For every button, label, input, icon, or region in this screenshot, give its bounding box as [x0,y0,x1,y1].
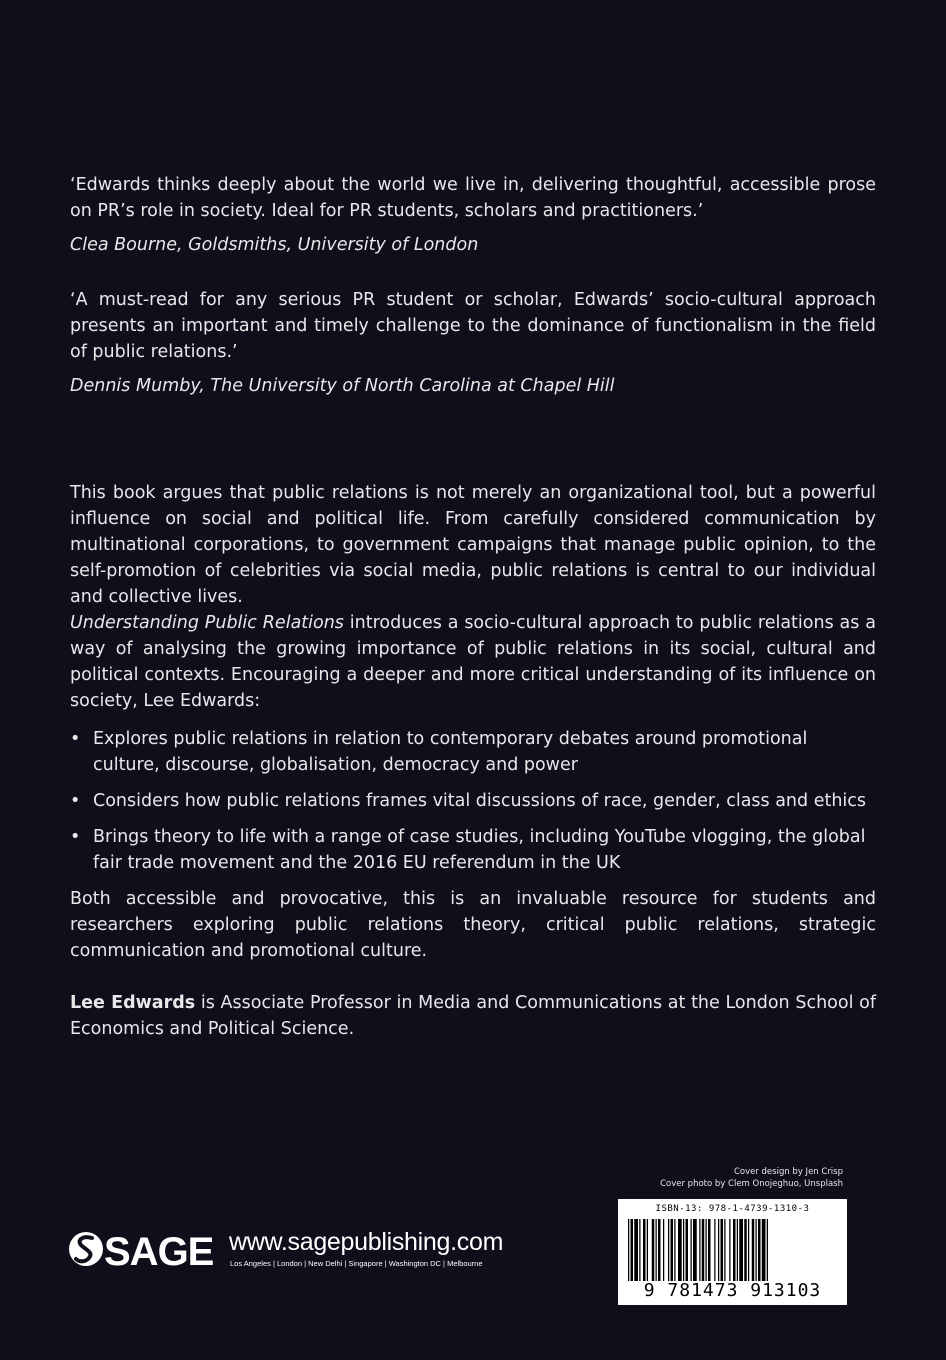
barcode-bar [767,1219,768,1281]
barcode-bar [737,1219,738,1281]
review-quote: ‘Edwards thinks deeply about the world we live in, delivering thoughtful, accessible prose on PR’s role in society. Ideal for PR students, scholars and practitioners.’ [70,175,876,221]
barcode-bar [683,1219,684,1281]
review-quote: ‘A must-read for any serious PR student or scholar, Edwards’ socio-cultural approach presents an important and timely challenge to the dominance of functionalism in the field of public relations.’ [70,290,876,362]
bullet-icon: • [70,827,81,847]
logo-text: SAGE [104,1230,214,1273]
description-paragraph: Both accessible and provocative, this is an invaluable resource for students and researchers exploring public relations theory, critical public relations, strategic communication and promotional culture. [70,889,876,961]
barcode-bar [678,1219,682,1281]
barcode-bar [634,1219,638,1281]
barcode-number: 9 781473 913103 [643,1280,822,1301]
barcode-bar [699,1219,700,1281]
author-name: Lee Edwards [70,993,196,1013]
barcode-bar [706,1219,707,1281]
barcode [618,1199,847,1305]
bullet-icon: • [70,791,81,811]
design-credit: Cover design by Jen Crisp [733,1167,843,1177]
barcode-bar [671,1219,674,1281]
sage-logo-icon [68,1227,224,1273]
barcode-bar [647,1219,648,1281]
barcode-bar [752,1219,755,1281]
review-attribution: Clea Bourne, Goldsmiths, University of London [70,235,479,255]
publisher-cities: Los Angeles | London | New Delhi | Singapore | Washington DC | Melbourne [230,1259,483,1268]
barcode-bar [643,1219,646,1281]
description-paragraph: This book argues that public relations is not merely an organizational tool, but a powerful influence on social and political life. From carefully considered communication by multinational corporations, to government campaigns that manage public opinion, to the self-promotion of celebrities via social media, public relations is central to our individual and collective lives. [70,483,876,607]
barcode-bar [708,1219,711,1281]
barcode-bars [628,1219,837,1281]
list-item-text: Brings theory to life with a range of case studies, including YouTube vlogging, the global fair trade movement and the 2016 EU referendum in the UK [93,827,866,873]
barcode-bar [631,1219,634,1281]
description-paragraph [70,610,876,714]
barcode-bar [639,1219,640,1281]
list-item [70,788,876,814]
book-description [70,480,876,964]
sage-logo [68,1227,224,1277]
barcode-bar [718,1219,719,1281]
list-item-text: Explores public relations in relation to contemporary debates around promotional culture, discourse, globalisation, democracy and power [93,729,808,775]
feature-list [70,726,876,876]
quote-block-1 [70,172,876,258]
author-bio [70,990,876,1042]
barcode-bar [758,1219,761,1281]
publisher-url[interactable]: www.sagepublishing.com [229,1228,504,1256]
barcode-bar [739,1219,743,1281]
barcode-bar [721,1219,724,1281]
barcode-bar [686,1219,689,1281]
barcode-bar [668,1219,669,1281]
barcode-bar [658,1219,661,1281]
barcode-bar [691,1219,692,1281]
barcode-bar [628,1219,629,1281]
barcode-bar [748,1219,749,1281]
photo-credit: Cover photo by Clem Onojeghuo, Unsplash [660,1179,843,1189]
description-text: introduces a socio-cultural approach to public relations as a way of analysing the growing importance of public relations in its social, cultural and political contexts. Encouraging a deeper and more critical understanding of its influence on society, Lee Edwards: [70,613,876,711]
barcode-bar [714,1219,715,1281]
bullet-icon: • [70,729,81,749]
barcode-bar [674,1219,675,1281]
list-item-text: Considers how public relations frames vital discussions of race, gender, class and ethics [93,791,867,811]
cover-credits [660,1166,843,1190]
quote-block-2 [70,287,876,399]
barcode-bar [693,1219,697,1281]
author-bio-text: is Associate Professor in Media and Communications at the London School of Economics and Political Science. [70,993,876,1039]
list-item [70,726,876,778]
barcode-bar [702,1219,705,1281]
barcode-bar [762,1219,766,1281]
isbn-label: ISBN-13: 978-1-4739-1310-3 [655,1204,810,1214]
barcode-bar [733,1219,736,1281]
barcode-bar [652,1219,655,1281]
barcode-bar [724,1219,725,1281]
list-item [70,824,876,876]
barcode-bar [756,1219,757,1281]
barcode-bar [729,1219,730,1281]
barcode-bar [656,1219,657,1281]
author-paragraph [70,990,876,1042]
book-title: Understanding Public Relations [70,613,344,633]
barcode-bar [663,1219,664,1281]
barcode-bar [744,1219,747,1281]
review-attribution: Dennis Mumby, The University of North Carolina at Chapel Hill [70,376,615,396]
